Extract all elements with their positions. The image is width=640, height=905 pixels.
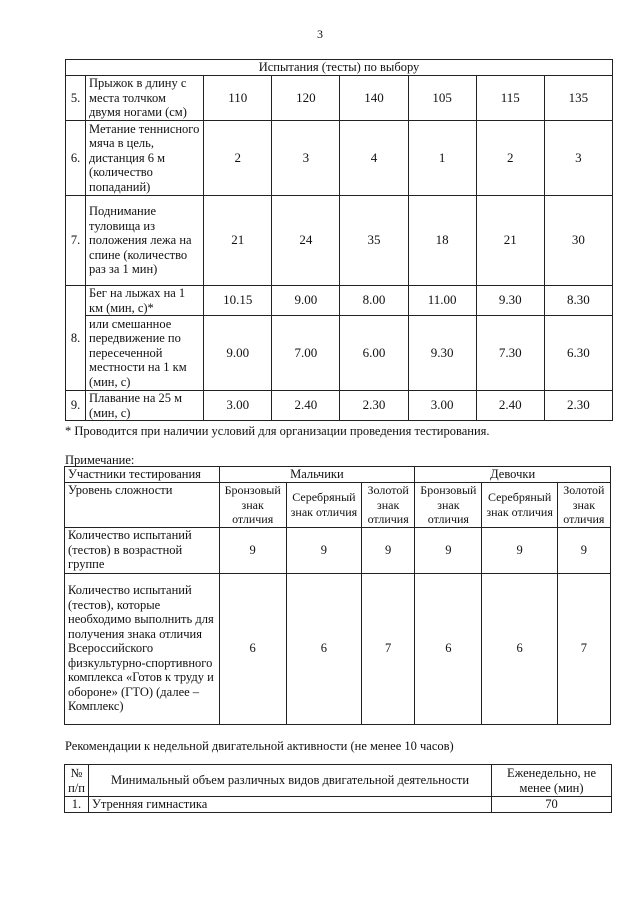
tests-table xyxy=(65,59,613,421)
col-number-header: № п/п xyxy=(65,765,89,797)
table-cell: 9.30 xyxy=(476,286,544,316)
table-cell: 8.00 xyxy=(340,286,408,316)
table-cell: 7.30 xyxy=(476,316,544,391)
level-header: Уровень сложности xyxy=(65,483,220,528)
footnote: * Проводится при наличии условий для организации проведения тестирования. xyxy=(65,424,490,438)
table-cell: 2.30 xyxy=(544,391,612,421)
girls-header: Девочки xyxy=(415,467,611,483)
badge-header: Бронзовый знак отличия xyxy=(219,483,286,528)
table-cell: 3.00 xyxy=(408,391,476,421)
table-row xyxy=(66,196,613,286)
table-row xyxy=(65,527,611,573)
table-cell: 7 xyxy=(362,573,415,724)
table-cell: 135 xyxy=(544,76,612,121)
table-row xyxy=(66,286,613,316)
badge-header: Золотой знак отличия xyxy=(362,483,415,528)
recommendation-heading: Рекомендации к недельной двигательной активности (не менее 10 часов) xyxy=(65,739,454,753)
table-cell: 24 xyxy=(272,196,340,286)
col-activity-header: Минимальный объем различных видов двигательной деятельности xyxy=(88,765,491,797)
badge-header: Бронзовый знак отличия xyxy=(415,483,482,528)
table-cell: 3 xyxy=(272,121,340,196)
activity-table xyxy=(64,764,612,813)
table-cell: 4 xyxy=(340,121,408,196)
table-cell: 120 xyxy=(272,76,340,121)
table-cell: 35 xyxy=(340,196,408,286)
test-name: Метание теннисного мяча в цель, дистанция 6 м (количество попаданий) xyxy=(86,121,204,196)
test-name: Бег на лыжах на 1 км (мин, с)* xyxy=(86,286,204,316)
table-cell: 6 xyxy=(219,573,286,724)
row-number: 5. xyxy=(66,76,86,121)
table-row xyxy=(66,391,613,421)
col-weekly-header: Еженедельно, не менее (мин) xyxy=(492,765,612,797)
table-cell: 140 xyxy=(340,76,408,121)
table-cell: 7 xyxy=(557,573,610,724)
table-row xyxy=(65,797,612,813)
row-number: 7. xyxy=(66,196,86,286)
table-cell: 21 xyxy=(476,196,544,286)
table-cell: 6 xyxy=(286,573,361,724)
test-name: Плавание на 25 м (мин, с) xyxy=(86,391,204,421)
table-cell: 9.00 xyxy=(272,286,340,316)
table-cell: 11.00 xyxy=(408,286,476,316)
table-cell: 2 xyxy=(204,121,272,196)
table-cell: 9 xyxy=(557,527,610,573)
page-number: 3 xyxy=(317,27,323,41)
badge-header: Серебряный знак отличия xyxy=(286,483,361,528)
participants-header: Участники тестирования xyxy=(65,467,220,483)
table-cell: 2.30 xyxy=(340,391,408,421)
table-row xyxy=(66,316,613,391)
row-number: 9. xyxy=(66,391,86,421)
table-cell: 9 xyxy=(415,527,482,573)
badges-table xyxy=(64,466,611,725)
table-cell: 6 xyxy=(482,573,557,724)
table-cell: 6.30 xyxy=(544,316,612,391)
table-cell: 30 xyxy=(544,196,612,286)
table-cell: 9.30 xyxy=(408,316,476,391)
table-cell: 6 xyxy=(415,573,482,724)
table-cell: 18 xyxy=(408,196,476,286)
table-cell: 2.40 xyxy=(272,391,340,421)
table-cell: 110 xyxy=(204,76,272,121)
table-cell: 2.40 xyxy=(476,391,544,421)
test-name: Прыжок в длину с места толчком двумя ногами (см) xyxy=(86,76,204,121)
table-row xyxy=(65,573,611,724)
table-cell: 9 xyxy=(362,527,415,573)
table-cell: 8.30 xyxy=(544,286,612,316)
table-row xyxy=(66,76,613,121)
table-cell: 7.00 xyxy=(272,316,340,391)
badge-header: Серебряный знак отличия xyxy=(482,483,557,528)
table-cell: 3.00 xyxy=(204,391,272,421)
table-cell: 9 xyxy=(286,527,361,573)
test-name: или смешанное передвижение по пересеченной местности на 1 км (мин, с) xyxy=(86,316,204,391)
badge-header: Золотой знак отличия xyxy=(557,483,610,528)
table-cell: 9 xyxy=(482,527,557,573)
row-number: 6. xyxy=(66,121,86,196)
table-cell: 21 xyxy=(204,196,272,286)
row-label: Количество испытаний (тестов) в возрастной группе xyxy=(65,527,220,573)
activity-name: Утренняя гимнастика xyxy=(88,797,491,813)
table-row xyxy=(66,121,613,196)
minutes-value: 70 xyxy=(492,797,612,813)
note-label: Примечание: xyxy=(65,453,135,467)
table-cell: 3 xyxy=(544,121,612,196)
table-cell: 6.00 xyxy=(340,316,408,391)
table-cell: 1 xyxy=(408,121,476,196)
table-cell: 105 xyxy=(408,76,476,121)
table-caption: Испытания (тесты) по выбору xyxy=(66,60,613,76)
table-cell: 115 xyxy=(476,76,544,121)
test-name: Поднимание туловища из положения лежа на спине (количество раз за 1 мин) xyxy=(86,196,204,286)
table-cell: 9.00 xyxy=(204,316,272,391)
row-number: 8. xyxy=(66,286,86,391)
table-cell: 2 xyxy=(476,121,544,196)
row-number: 1. xyxy=(65,797,89,813)
table-cell: 10.15 xyxy=(204,286,272,316)
table-cell: 9 xyxy=(219,527,286,573)
boys-header: Мальчики xyxy=(219,467,415,483)
row-label: Количество испытаний (тестов), которые необходимо выполнить для получения знака отличия Всероссийского физкультурно-спортивного комплекса «Готов к труду и обороне» (ГТО) (далее – Комплекс) xyxy=(65,573,220,724)
